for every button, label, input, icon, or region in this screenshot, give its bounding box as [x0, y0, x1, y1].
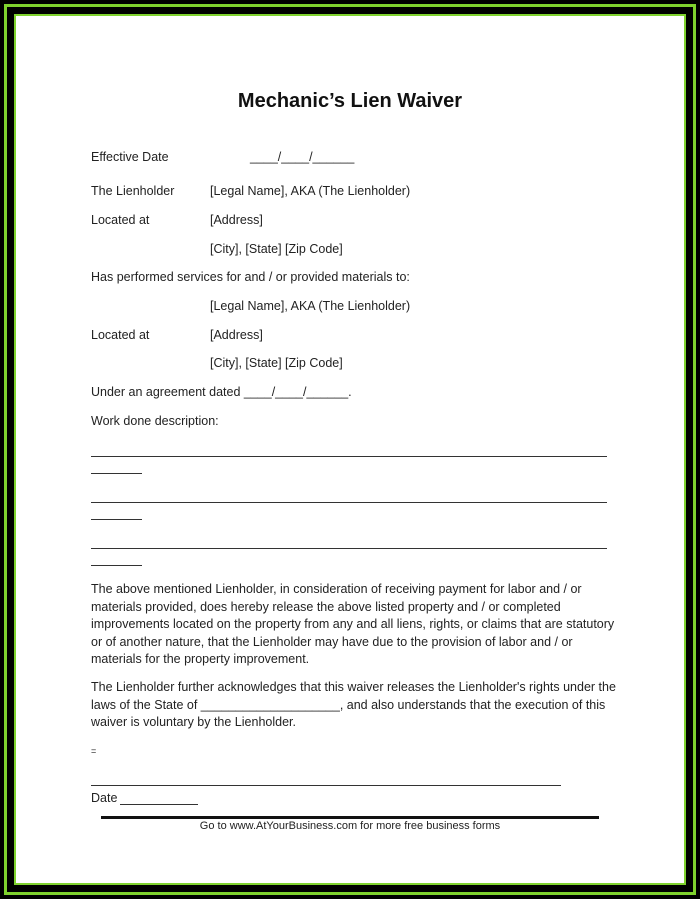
acknowledge-paragraph: The Lienholder further acknowledges that this waiver releases the Lienholder's rights under the laws of the State of ____________________, and also understands that the execution of this waiver is voluntary by the Lienholder.	[91, 680, 616, 729]
effective-date-label: Effective Date	[91, 150, 169, 164]
city-state-zip-2: [City], [State] [Zip Code]	[210, 356, 343, 370]
owner-value: [Legal Name], AKA (The Lienholder)	[210, 299, 411, 313]
agreement-date-text: Under an agreement dated ____/____/______.	[91, 385, 352, 399]
description-line-short	[91, 565, 142, 566]
description-line-short	[91, 473, 142, 474]
description-line	[91, 456, 607, 457]
lienholder-label: The Lienholder	[91, 184, 175, 198]
footer-text: Go to www.AtYourBusiness.com for more free business forms	[199, 820, 501, 832]
city-state-zip-1: [City], [State] [Zip Code]	[210, 242, 343, 256]
date-line	[120, 804, 198, 805]
work-description-label: Work done description:	[91, 414, 219, 428]
signature-mark: =	[91, 746, 97, 756]
description-line	[91, 502, 607, 503]
address-2: [Address]	[210, 328, 263, 342]
performed-services-text: Has performed services for and / or provided materials to:	[91, 270, 410, 284]
address-1: [Address]	[210, 213, 263, 227]
located-at-label-2: Located at	[91, 328, 150, 342]
lienholder-value: [Legal Name], AKA (The Lienholder)	[210, 184, 411, 198]
document-title: Mechanic’s Lien Waiver	[237, 90, 463, 112]
signature-line	[91, 785, 561, 786]
description-line-short	[91, 519, 142, 520]
release-paragraph: The above mentioned Lienholder, in consideration of receiving payment for labor and / or materials provided, does hereby release the above listed property and / or completed improvements located on the property from any and all liens, rights, or claims that are statutory or of another nature, that the Lienholder may have due to the provision of labor and / or materials for the property improvement.	[91, 582, 615, 666]
lien-waiver-form	[16, 16, 684, 883]
footer-rule	[101, 816, 599, 819]
date-label: Date	[91, 791, 118, 805]
document-page	[16, 16, 684, 883]
effective-date-blank: ____/____/______	[250, 150, 355, 164]
description-line	[91, 548, 607, 549]
located-at-label-1: Located at	[91, 213, 150, 227]
